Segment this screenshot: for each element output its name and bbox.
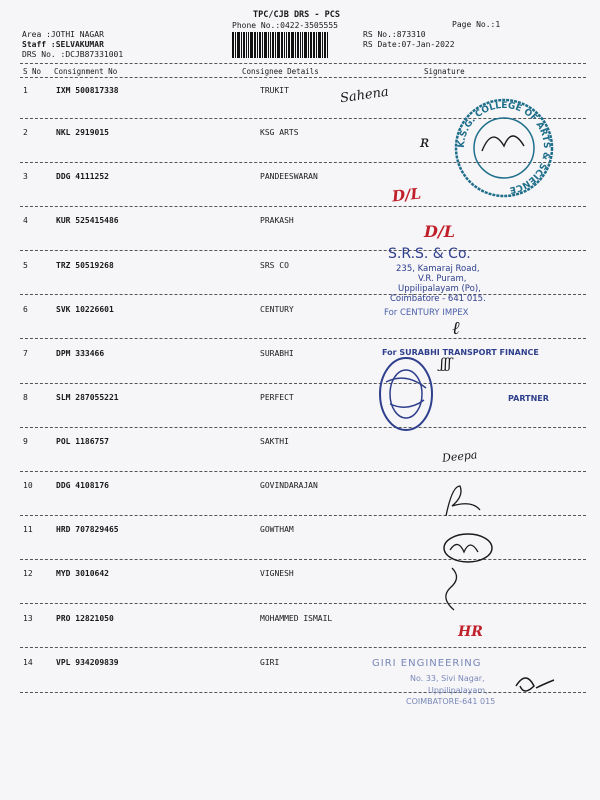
round-seal-icon (376, 352, 448, 432)
row-rule (20, 471, 586, 472)
row-consignee: GIRI (260, 658, 280, 667)
header-top-rule (20, 63, 586, 64)
row-consignee: TRUKIT (260, 86, 289, 95)
row-consignee: MOHAMMED ISMAIL (260, 614, 333, 623)
col-sno: S No (23, 67, 42, 76)
giri-stamp-line3: COIMBATORE-641 015 (406, 697, 496, 706)
srs-stamp-name: S.R.S. & Co. (388, 246, 471, 262)
college-seal-icon (452, 96, 556, 200)
row-sno: 2 (23, 128, 28, 137)
partner-stamp: PARTNER (508, 394, 549, 403)
surabhi-stamp: For SURABHI TRANSPORT FINANCE (382, 348, 539, 357)
srs-stamp-line4: Coimbatore - 641 015. (390, 294, 486, 304)
row-sno: 4 (23, 216, 28, 225)
barcode (232, 32, 354, 58)
row-consignment: DPM 333466 (56, 349, 105, 358)
row-rule (20, 603, 586, 604)
col-consignee: Consignee Details (242, 67, 319, 76)
giri-stamp-line2: Uppilipalayam, (428, 686, 488, 695)
row-sno: 3 (23, 172, 28, 181)
report-title: TPC/CJB DRS - PCS (253, 10, 340, 20)
row-consignment: NKL 2919015 (56, 128, 109, 137)
row-consignment: HRD 707829465 (56, 525, 119, 534)
srs-stamp-line3: Uppilipalayam (Po), (398, 284, 481, 294)
row-consignment: SLM 287055221 (56, 393, 119, 402)
row-consignment: IXM 500817338 (56, 86, 119, 95)
signature-row4: D/L (424, 222, 455, 241)
row-rule (20, 427, 586, 428)
row-rule (20, 383, 586, 384)
row-rule (20, 206, 586, 207)
row-consignment: DDG 4111252 (56, 172, 109, 181)
row-sno: 13 (23, 614, 33, 623)
row-sno: 9 (23, 437, 28, 446)
area-label: Area :JOTHI NAGAR (22, 30, 104, 39)
row-sno: 8 (23, 393, 28, 402)
row-rule (20, 515, 586, 516)
row-consignment: DDG 4108176 (56, 481, 109, 490)
signature-row9: Deepa (441, 448, 479, 465)
row-consignee: SURABHI (260, 349, 294, 358)
row-rule (20, 294, 586, 295)
rs-number: RS No.:873310 (363, 30, 426, 39)
row-consignment: PRO 12821050 (56, 614, 114, 623)
staff-label: Staff :SELVAKUMAR (22, 40, 104, 49)
row-sno: 5 (23, 261, 28, 270)
row-consignee: PANDEESWARAN (260, 172, 318, 181)
signature-row6: ℓ (452, 318, 460, 339)
row-sno: 14 (23, 658, 33, 667)
row-consignment: SVK 10226601 (56, 305, 114, 314)
svg-text:K.S.G. COLLEGE OF ARTS & SCIEN: K.S.G. COLLEGE OF ARTS & SCIENCE (456, 100, 552, 195)
giri-stamp-name: GIRI ENGINEERING (372, 658, 482, 669)
row-consignee: GOVINDARAJAN (260, 481, 318, 490)
row-sno: 10 (23, 481, 33, 490)
col-consignment: Consignment No (54, 67, 118, 76)
giri-stamp-line1: No. 33, Sivi Nagar, (410, 674, 485, 683)
row-consignee: SAKTHI (260, 437, 289, 446)
century-stamp: For CENTURY IMPEX (384, 308, 469, 318)
signature-row14 (510, 666, 560, 702)
srs-stamp-line1: 235, Kamaraj Road, (396, 264, 480, 274)
row-consignee: PRAKASH (260, 216, 294, 225)
row-sno: 7 (23, 349, 28, 358)
row-consignment: POL 1186757 (56, 437, 109, 446)
drs-number: DRS No. :DCJB87331001 (22, 50, 124, 59)
col-signature: Signature (424, 67, 465, 76)
signature-row1: Sahena (339, 84, 390, 107)
row-sno: 1 (23, 86, 28, 95)
row-sno: 11 (23, 525, 33, 534)
row-sno: 12 (23, 569, 33, 578)
row-consignee: CENTURY (260, 305, 294, 314)
row-rule (20, 692, 586, 693)
row-consignment: KUR 525415486 (56, 216, 119, 225)
phone-number: Phone No.:0422-3505555 (232, 21, 338, 30)
row-consignee: PERFECT (260, 393, 294, 402)
row-rule (20, 250, 586, 251)
row-consignee: SRS CO (260, 261, 289, 270)
row-consignment: VPL 934209839 (56, 658, 119, 667)
srs-stamp-line2: V.R. Puram, (418, 274, 467, 284)
row-consignee: VIGNESH (260, 569, 294, 578)
row-consignment: TRZ 50519268 (56, 261, 114, 270)
row-rule (20, 338, 586, 339)
signature-row13: HR (458, 624, 483, 640)
row-rule (20, 647, 586, 648)
row-consignee: KSG ARTS (260, 128, 299, 137)
rs-date: RS Date:07-Jan-2022 (363, 40, 455, 49)
signature-row7: ʃʃʃ (440, 356, 452, 372)
signature-row2: ʀ (420, 132, 430, 151)
signature-row12 (440, 564, 470, 612)
row-consignee: GOWTHAM (260, 525, 294, 534)
header-bottom-rule (20, 77, 586, 78)
page-number: Page No.:1 (452, 20, 501, 29)
signature-row10 (438, 478, 488, 522)
signature-row3: D/L (391, 184, 422, 206)
row-sno: 6 (23, 305, 28, 314)
row-consignment: MYD 3010642 (56, 569, 109, 578)
